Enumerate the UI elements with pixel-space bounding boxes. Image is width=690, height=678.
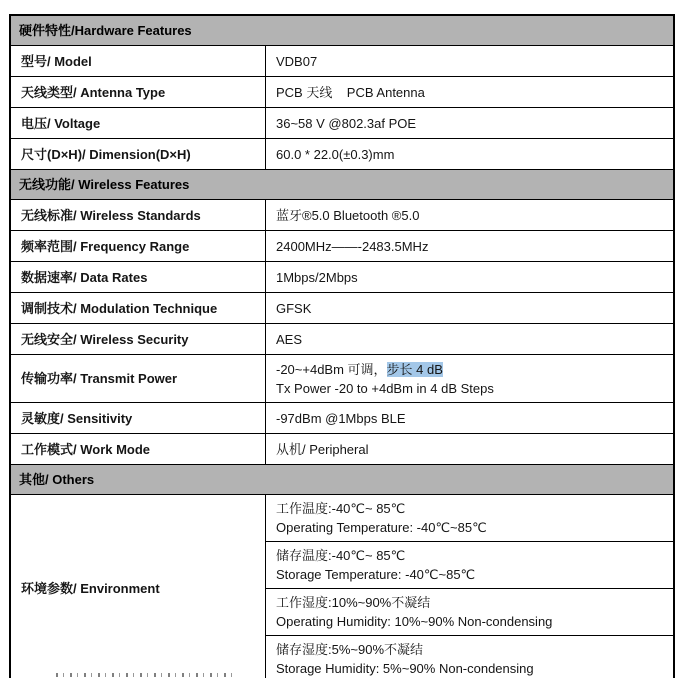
table-row	[11, 494, 673, 678]
value-line: Storage Temperature: -40℃~85℃	[276, 567, 476, 582]
value-line: PCB 天线 PCB Antenna	[276, 85, 425, 100]
section-header: 无线功能/ Wireless Features	[11, 169, 673, 199]
value-line: 1Mbps/2Mbps	[276, 270, 358, 285]
value-subrow	[266, 635, 673, 678]
value-line: AES	[276, 332, 303, 347]
row-label: 数据速率/ Data Rates	[11, 262, 266, 292]
table-row	[11, 107, 673, 138]
row-value	[266, 293, 673, 323]
value-subrow	[266, 541, 673, 588]
row-value	[266, 77, 673, 107]
table-row	[11, 402, 673, 433]
highlighted-text-segment: 步长 4 dB	[386, 362, 443, 377]
value-line: 2400MHz——-2483.5MHz	[276, 239, 429, 254]
row-label: 无线安全/ Wireless Security	[11, 324, 266, 354]
row-value	[266, 324, 673, 354]
value-line: Operating Humidity: 10%~90% Non-condensing	[276, 614, 553, 629]
value-line: 工作温度:-40℃~ 85℃	[276, 501, 406, 516]
row-value	[266, 495, 673, 678]
section-header: 硬件特性/Hardware Features	[11, 16, 673, 45]
value-line: 60.0 * 22.0(±0.3)mm	[276, 147, 395, 162]
table-row	[11, 45, 673, 76]
value-line: VDB07	[276, 54, 318, 69]
row-label: 电压/ Voltage	[11, 108, 266, 138]
row-label: 工作模式/ Work Mode	[11, 434, 266, 464]
table-row	[11, 199, 673, 230]
row-label: 尺寸(D×H)/ Dimension(D×H)	[11, 139, 266, 169]
row-value	[266, 434, 673, 464]
row-value	[266, 231, 673, 261]
table-row	[11, 261, 673, 292]
row-value	[266, 403, 673, 433]
value-line: -97dBm @1Mbps BLE	[276, 411, 406, 426]
value-line: 储存温度:-40℃~ 85℃	[276, 548, 406, 563]
table-row	[11, 230, 673, 261]
spec-table	[9, 14, 675, 678]
row-value	[266, 139, 673, 169]
row-label: 频率范围/ Frequency Range	[11, 231, 266, 261]
row-label: 型号/ Model	[11, 46, 266, 76]
value-line	[276, 360, 665, 379]
value-line: 储存湿度:5%~90%不凝结	[276, 642, 424, 657]
value-line: 蓝牙®5.0 Bluetooth ®5.0	[276, 208, 420, 223]
row-label: 无线标准/ Wireless Standards	[11, 200, 266, 230]
row-label: 天线类型/ Antenna Type	[11, 77, 266, 107]
table-row	[11, 292, 673, 323]
value-line: 从机/ Peripheral	[276, 442, 369, 457]
table-row	[11, 76, 673, 107]
value-line: 工作湿度:10%~90%不凝结	[276, 595, 431, 610]
value-line: Tx Power -20 to +4dBm in 4 dB Steps	[276, 381, 494, 396]
text-segment: -20~+4dBm 可调，	[276, 362, 387, 377]
table-row	[11, 354, 673, 402]
row-label: 灵敏度/ Sensitivity	[11, 403, 266, 433]
row-label: 调制技术/ Modulation Technique	[11, 293, 266, 323]
row-value	[266, 46, 673, 76]
table-row	[11, 138, 673, 169]
row-value	[266, 262, 673, 292]
row-value	[266, 355, 673, 402]
clipped-text-line	[56, 673, 238, 677]
row-value	[266, 108, 673, 138]
row-label: 环境参数/ Environment	[11, 495, 266, 678]
value-line: Storage Humidity: 5%~90% Non-condensing	[276, 661, 534, 676]
table-row	[11, 323, 673, 354]
section-header: 其他/ Others	[11, 464, 673, 494]
value-subrow	[266, 495, 673, 541]
row-value	[266, 200, 673, 230]
value-line: Operating Temperature: -40℃~85℃	[276, 520, 487, 535]
row-label: 传输功率/ Transmit Power	[11, 355, 266, 402]
value-line: 36~58 V @802.3af POE	[276, 116, 417, 131]
value-line: GFSK	[276, 301, 312, 316]
table-row	[11, 433, 673, 464]
value-subrow	[266, 588, 673, 635]
